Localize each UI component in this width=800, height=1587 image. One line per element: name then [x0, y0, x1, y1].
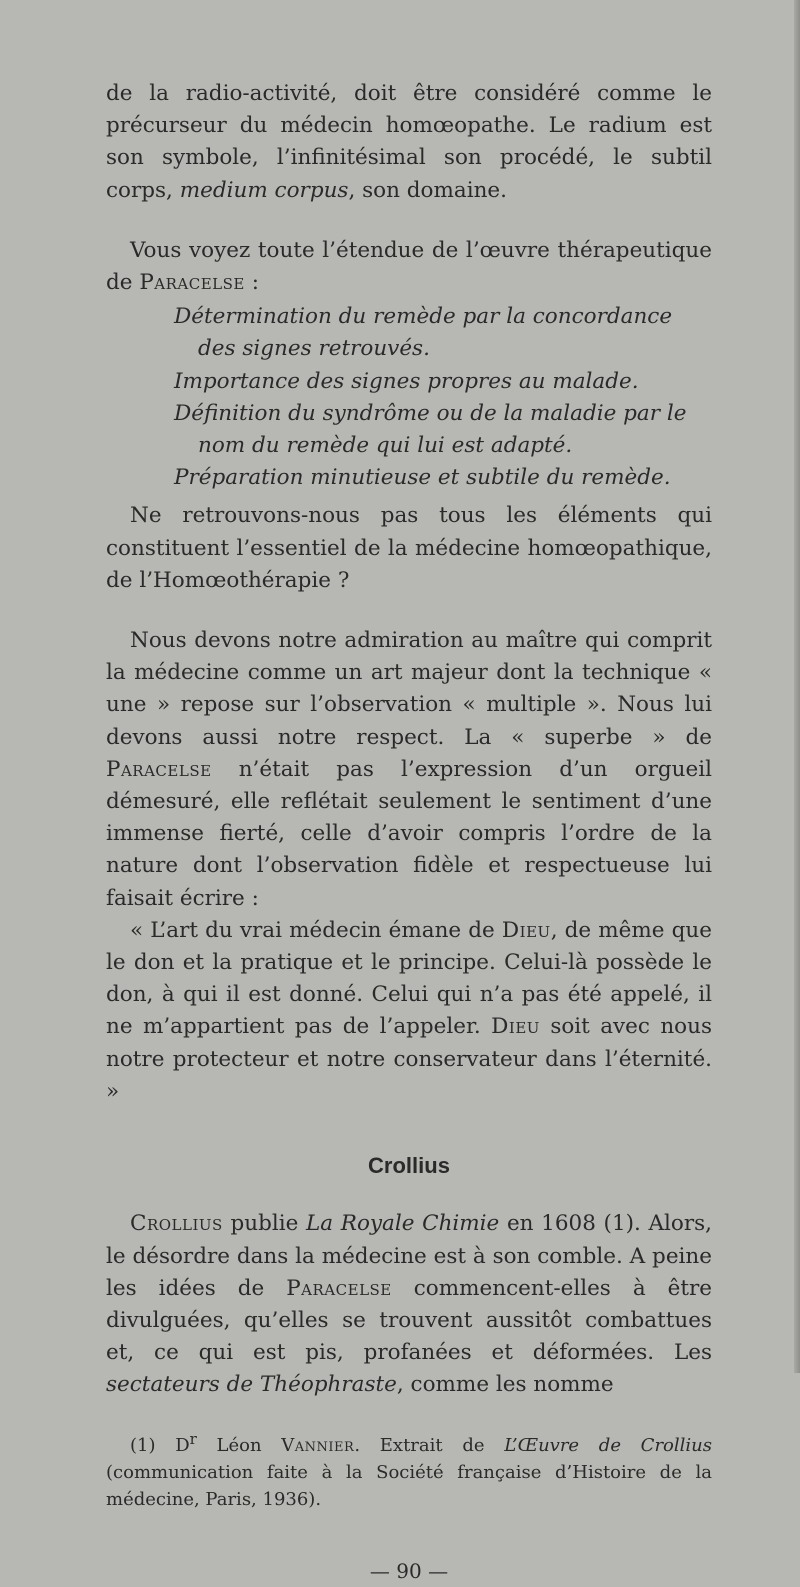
principles-list — [106, 301, 712, 494]
list-item: Préparation minutieuse et subtile du remède. — [174, 465, 671, 491]
paragraph-1: de la radio-activité, doit être considéré comme le précurseur du médecin homœopathe. Le radium est son symbole, l’infinitésimal son procédé, le subtil corps, medium corpus, son domaine. — [106, 81, 712, 203]
list-item: Définition du syndrôme ou de la maladie par le nom du remède qui lui est adapté. — [174, 400, 687, 459]
paragraph-3: Ne retrouvons-nous pas tous les éléments qui constituent l’essentiel de la médecine homœopathique, de l’Homœothérapie ? — [106, 503, 712, 593]
quote-paragraph: « L’art du vrai médecin émane de Dieu, de même que le don et la pratique et le principe. Celui-là possède le don, à qui il est donné. Celui qui n’a pas été appelé, il ne m’appartient pas de l’appeler. Dieu soit avec nous notre protecteur et notre conservateur dans l’éternité. » — [106, 917, 712, 1104]
footnote: (1) $D^r$ Léon Vannier. Extrait de L’Œuvre de Crollius (communication faite à la Société française d’Histoire de la médecine, Paris, 1936). — [106, 1429, 712, 1510]
page-edge — [794, 0, 800, 1373]
document-page — [106, 78, 712, 1587]
paragraph-2: Vous voyez toute l’étendue de l’œuvre thérapeutique de Paracelse : — [106, 237, 712, 296]
section-heading: Crollius — [368, 1153, 450, 1179]
list-item: Importance des signes propres au malade. — [174, 368, 639, 394]
page-number: — 90 — — [369, 1558, 449, 1583]
list-item: Détermination du remède par la concordance des signes retrouvés. — [174, 304, 673, 362]
section-paragraph-1: Crollius publie La Royale Chimie en 1608 (1). Alors, le désordre dans la médecine est à son comble. A peine les idées de Paracelse commencent-elles à être divulguées, qu’elles se trouvent aussitôt combattues et, ce qui est pis, profanées et déformées. Les sectateurs de Théophraste, comme les nomme — [106, 1211, 712, 1398]
paragraph-4: Nous devons notre admiration au maître qui comprit la médecine comme un art majeur dont la technique « une » repose sur l’observation « multiple ». Nous lui devons aussi notre respect. La « superbe » de Paracelse n’était pas l’expression d’un orgueil démesuré, elle reflétait seulement le sentiment d’une immense fierté, celle d’avoir compris l’ordre de la nature dont l’observation fidèle et respectueuse lui faisait écrire : — [106, 628, 712, 911]
